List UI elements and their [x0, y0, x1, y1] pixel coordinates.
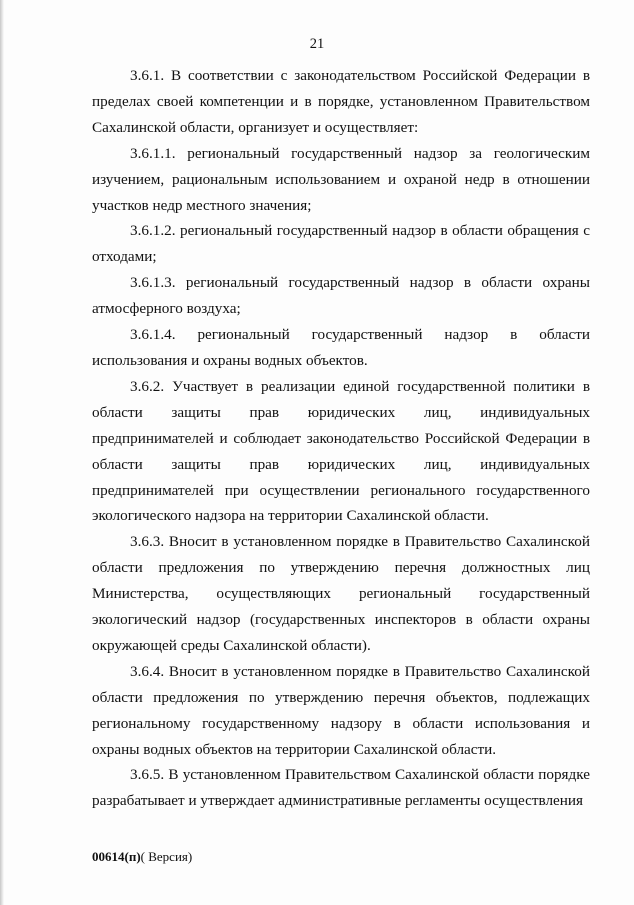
scan-edge-shadow — [0, 0, 4, 905]
paragraph-3-6-2: 3.6.2. Участвует в реализации единой государственной политики в области защиты прав юридических лиц, индивидуальных предпринимателей и соблюдает законодательство Российской Федерации в области защиты прав юридических лиц, индивидуальных предпринимателей при осуществлении регионального государственного экологического надзора на территории Сахалинской области. — [92, 377, 590, 525]
document-version: ( Версия) — [140, 849, 193, 864]
document-body — [92, 63, 590, 814]
page-number: 21 — [309, 36, 325, 52]
paragraph-3-6-1-3: 3.6.1.3. региональный государственный надзор в области охраны атмосферного воздуха; — [92, 274, 590, 318]
paragraph-3-6-4: 3.6.4. Вносит в установленном порядке в Правительство Сахалинской области предложения по утверждению перечня объектов, подлежащих региональному государственному надзору в области использования и охраны водных объектов на территории Сахалинской области. — [92, 662, 590, 758]
paragraph-3-6-1-2: 3.6.1.2. региональный государственный надзор в области обращения с отходами; — [92, 222, 590, 266]
paragraph-3-6-3: 3.6.3. Вносит в установленном порядке в Правительство Сахалинской области предложения по утверждению перечня должностных лиц Министерства, осуществляющих региональный государственный экологический надзор (государственных инспекторов в области охраны окружающей среды Сахалинской области). — [92, 533, 590, 654]
document-footer — [92, 849, 192, 865]
paragraph-3-6-1-4: 3.6.1.4. региональный государственный надзор в области использования и охраны водных объектов. — [92, 326, 590, 369]
paragraph-3-6-1-1: 3.6.1.1. региональный государственный надзор за геологическим изучением, рациональным использованием и охраной недр в отношении участков недр местного значения; — [92, 144, 590, 214]
paragraph-3-6-1: 3.6.1. В соответствии с законодательством Российской Федерации в пределах своей компетенции и в порядке, установленном Правительством Сахалинской области, организует и осуществляет: — [92, 67, 590, 136]
paragraph-3-6-5: 3.6.5. В установленном Правительством Сахалинской области порядке разрабатывает и утверждает административные регламенты осуществления — [92, 766, 590, 810]
document-code: 00614(п) — [92, 849, 141, 864]
